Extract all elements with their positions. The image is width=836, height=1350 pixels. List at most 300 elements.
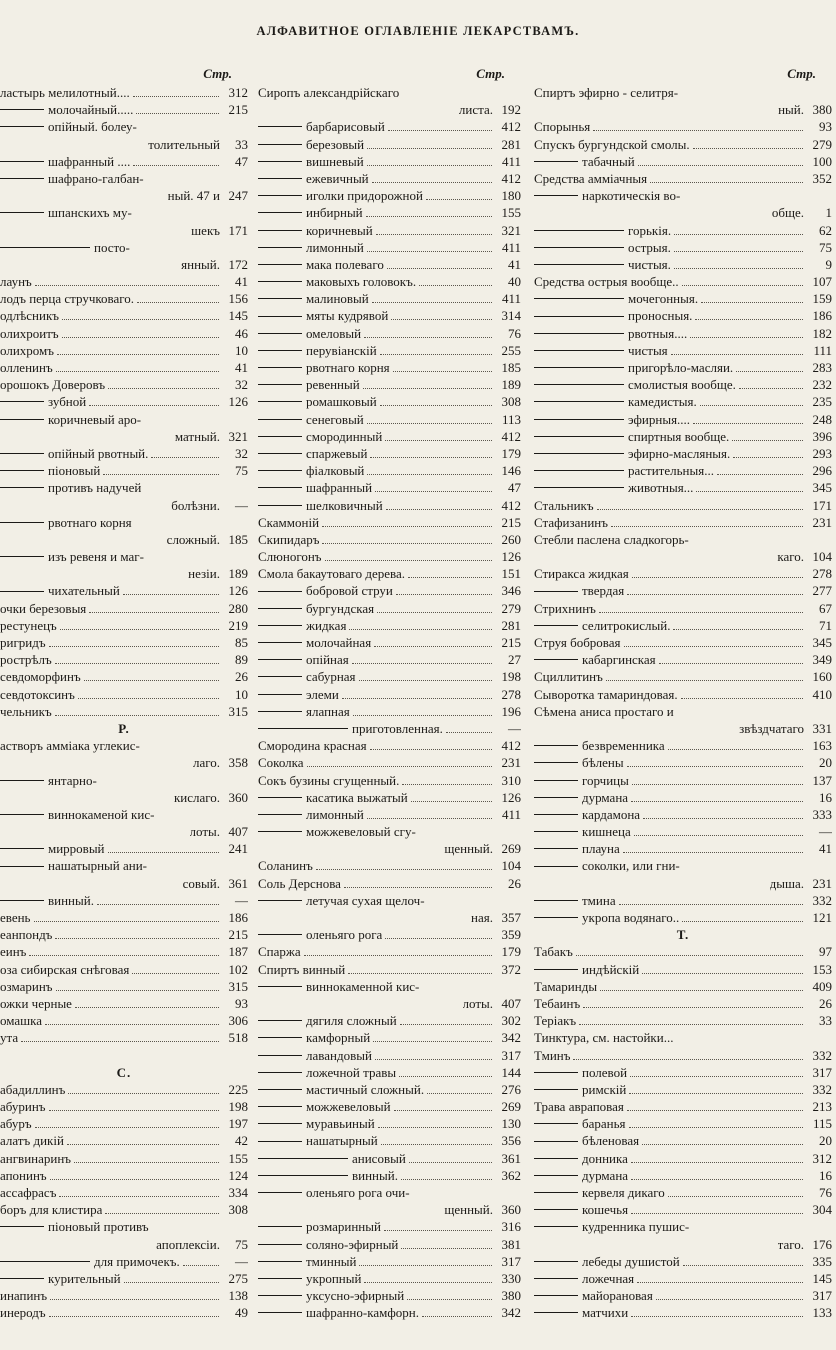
- index-entry: [258, 686, 521, 703]
- index-entry-continuation: [258, 840, 521, 857]
- dot-leader: [366, 216, 492, 217]
- dot-leader: [576, 955, 803, 956]
- dot-leader: [407, 1299, 492, 1300]
- dot-leader: [29, 955, 219, 956]
- page-number: 104: [501, 858, 521, 874]
- index-entry-continuation: [534, 548, 832, 565]
- entry-text: шафранно-камфорн.: [306, 1305, 419, 1321]
- ditto-dash: [258, 1192, 302, 1193]
- entry-text: озмаринъ: [0, 978, 53, 994]
- index-entry: [0, 806, 248, 823]
- entry-text: олленинъ: [0, 360, 53, 375]
- index-entry: [258, 393, 521, 410]
- index-entry: [0, 909, 248, 926]
- dot-leader: [352, 663, 492, 664]
- page-number: 172: [228, 256, 248, 272]
- page-number: 277: [812, 583, 832, 599]
- entry-text: растительныя...: [628, 463, 714, 479]
- index-entry: [258, 720, 521, 737]
- index-entry: [258, 772, 521, 789]
- index-entry: [258, 582, 521, 599]
- index-entry: [258, 273, 521, 290]
- page-number: 380: [501, 1288, 521, 1304]
- dot-leader: [21, 1041, 219, 1042]
- page-number: 33: [235, 136, 248, 152]
- dot-leader: [629, 1127, 803, 1128]
- ditto-dash: [258, 1106, 302, 1107]
- dot-leader: [400, 1024, 492, 1025]
- page-number: 317: [501, 1253, 521, 1269]
- ditto-dash: [0, 591, 44, 592]
- page-number: 412: [501, 738, 521, 754]
- page-number: 32: [235, 445, 248, 461]
- index-entry: [534, 754, 832, 771]
- dot-leader: [593, 130, 803, 131]
- dot-leader: [103, 474, 219, 475]
- index-entry: [258, 445, 521, 462]
- column-rows: [0, 84, 248, 1322]
- index-entry: [534, 118, 832, 135]
- ditto-dash: [534, 419, 624, 420]
- dot-leader: [84, 680, 219, 681]
- page-number: 346: [501, 583, 521, 599]
- entry-text: піоновый: [48, 463, 101, 479]
- page-number: 49: [235, 1305, 248, 1321]
- page-number: 231: [812, 514, 832, 530]
- entry-text: укропа водянаго..: [582, 910, 680, 925]
- entry-text: бургундская: [306, 600, 375, 616]
- page-number: 361: [501, 1150, 521, 1166]
- page-number: 332: [812, 1081, 832, 1097]
- page-number: 75: [819, 239, 832, 255]
- index-entry: [258, 737, 521, 754]
- dot-leader: [349, 629, 492, 630]
- page-number: 279: [812, 136, 832, 152]
- entry-text: Сѣмена аниса простаго и: [534, 703, 674, 719]
- entry-text: кислаго.: [173, 789, 220, 805]
- page-number: 308: [228, 1202, 248, 1218]
- index-entry: [0, 978, 248, 995]
- index-entry: [534, 514, 832, 531]
- ditto-dash: [534, 453, 624, 454]
- entry-text: укропный: [306, 1270, 362, 1286]
- entry-text: Средства амміачныя: [534, 170, 648, 186]
- index-entry-continuation: [0, 789, 248, 806]
- page-number: 276: [501, 1081, 521, 1097]
- page-number: —: [819, 824, 832, 840]
- dot-leader: [394, 1110, 492, 1111]
- index-entry: [258, 1012, 521, 1029]
- dot-leader: [638, 165, 803, 166]
- index-entry: [258, 1064, 521, 1081]
- entry-text: тмина: [582, 892, 616, 908]
- entry-text: молочайная: [306, 635, 372, 650]
- ditto-dash: [258, 728, 348, 729]
- index-entry: [534, 307, 832, 324]
- dot-leader: [631, 1213, 803, 1214]
- index-entry: [0, 514, 248, 531]
- index-entry: [0, 1081, 248, 1098]
- dot-leader: [393, 371, 492, 372]
- dot-leader: [367, 423, 492, 424]
- dot-leader: [668, 1196, 803, 1197]
- index-entry: [258, 1098, 521, 1115]
- index-entry: [534, 290, 832, 307]
- page-number: 16: [819, 1167, 832, 1183]
- index-entry: [0, 1012, 248, 1029]
- dot-leader: [57, 354, 219, 355]
- entry-text: животныя...: [628, 480, 694, 496]
- entry-text: апонинъ: [0, 1167, 47, 1183]
- entry-text: нашатырный: [306, 1133, 378, 1149]
- index-entry: [258, 256, 521, 273]
- dot-leader: [673, 629, 803, 630]
- page-number: 159: [812, 291, 832, 307]
- ditto-dash: [258, 797, 302, 798]
- entry-text: шпанскихъ му-: [48, 205, 132, 221]
- entry-text: селитрокислый.: [582, 617, 671, 633]
- page-number: 20: [819, 1133, 832, 1149]
- page-number: 381: [501, 1236, 521, 1252]
- index-entry: [534, 978, 832, 995]
- page-number: 156: [228, 291, 248, 307]
- dot-leader: [183, 1265, 219, 1266]
- dot-leader: [631, 1179, 803, 1180]
- entry-text: винный.: [352, 1167, 398, 1183]
- entry-text: щенный.: [444, 1202, 493, 1218]
- index-entry: [534, 376, 832, 393]
- ditto-dash: [258, 625, 302, 626]
- entry-text: изъ ревеня и маг-: [48, 549, 144, 565]
- index-entry: [0, 1287, 248, 1304]
- index-entry: [258, 411, 521, 428]
- entry-text: молочайный.....: [48, 102, 134, 118]
- index-entry: [534, 840, 832, 857]
- page-number: 76: [508, 325, 521, 341]
- page-number: 312: [228, 85, 248, 100]
- dot-leader: [364, 1282, 492, 1283]
- ditto-dash: [0, 487, 44, 488]
- index-entry: [0, 737, 248, 754]
- dot-leader: [35, 1127, 219, 1128]
- ditto-dash: [258, 1312, 302, 1313]
- page-number: 357: [501, 910, 521, 925]
- entry-text: евень: [0, 910, 31, 925]
- dot-leader: [683, 1265, 803, 1266]
- ditto-dash: [534, 230, 624, 231]
- dot-leader: [695, 319, 803, 320]
- index-entry-continuation: [258, 995, 521, 1012]
- index-entry: [258, 1047, 521, 1064]
- entry-text: виннокаменной кис-: [306, 978, 420, 994]
- index-entry: [258, 1184, 521, 1201]
- dot-leader: [56, 371, 219, 372]
- entry-text: Спиртъ эфирно - селитря-: [534, 85, 679, 100]
- index-entry: [534, 1184, 832, 1201]
- entry-text: смолистыя вообще.: [628, 377, 736, 393]
- index-entry: [534, 651, 832, 668]
- dot-leader: [364, 337, 492, 338]
- index-entry: [534, 84, 832, 101]
- entry-text: мака полеваго: [306, 256, 384, 272]
- index-entry: [258, 479, 521, 496]
- page-number: 396: [812, 428, 832, 444]
- page-number: 231: [501, 755, 521, 771]
- entry-text: твердая: [582, 583, 625, 599]
- page-number: 192: [501, 102, 521, 118]
- entry-text: приготовленная.: [352, 720, 443, 736]
- entry-text: Тамаринды: [534, 978, 598, 994]
- index-entry: [534, 823, 832, 840]
- dot-leader: [370, 749, 492, 750]
- ditto-dash: [534, 831, 578, 832]
- page-number: 26: [508, 875, 521, 891]
- dot-leader: [78, 698, 219, 699]
- entry-text: рострѣлъ: [0, 652, 52, 668]
- dot-leader: [674, 268, 803, 269]
- index-entry: [534, 1253, 832, 1270]
- ditto-dash: [0, 161, 44, 162]
- index-entry: [534, 273, 832, 290]
- page-number: —: [235, 497, 248, 513]
- entry-text: касатика выжатый: [306, 789, 408, 805]
- entry-text: березовый: [306, 136, 365, 152]
- index-entry: [534, 1064, 832, 1081]
- index-entry: [258, 1287, 521, 1304]
- index-entry: [0, 961, 248, 978]
- entry-text: одлѣсникъ: [0, 308, 60, 324]
- entry-text: соляно-эфирный: [306, 1236, 399, 1252]
- dot-leader: [380, 405, 492, 406]
- entry-text: лодъ перца стручковаго.: [0, 291, 135, 307]
- page-number: 315: [228, 978, 248, 994]
- index-entry: [0, 1304, 248, 1321]
- index-entry: [258, 1029, 521, 1046]
- ditto-dash: [0, 814, 44, 815]
- dot-leader: [132, 973, 219, 974]
- page-title: АЛФАВИТНОЕ ОГЛАВЛЕНІЕ ЛЕКАРСТВАМЪ.: [256, 24, 580, 38]
- page-number: 145: [228, 308, 248, 324]
- entry-text: абуръ: [0, 1116, 32, 1132]
- ditto-dash: [258, 1089, 302, 1090]
- ditto-dash: [0, 848, 44, 849]
- ditto-dash: [0, 522, 44, 523]
- entry-text: апоплексіи.: [156, 1236, 220, 1252]
- index-entry: [0, 273, 248, 290]
- dot-leader: [631, 1316, 803, 1317]
- index-entry: [534, 943, 832, 960]
- page-number: 62: [819, 222, 832, 238]
- dot-leader: [606, 680, 803, 681]
- page-number: 281: [501, 617, 521, 633]
- entry-text: ромашковый: [306, 394, 377, 410]
- index-entry-continuation: [534, 1236, 832, 1253]
- dot-leader: [682, 285, 803, 286]
- index-entry: [534, 772, 832, 789]
- ditto-dash: [258, 1158, 348, 1159]
- entry-text: звѣздчатаго: [739, 720, 804, 736]
- index-entry: [534, 359, 832, 376]
- index-entry-continuation: [258, 1201, 521, 1218]
- ditto-dash: [0, 866, 44, 867]
- dot-leader: [631, 801, 803, 802]
- index-entry: [534, 1115, 832, 1132]
- ditto-dash: [534, 1261, 578, 1262]
- page-number: 189: [228, 566, 248, 582]
- ditto-dash: [534, 264, 624, 265]
- entry-text: полевой: [582, 1064, 628, 1080]
- dot-leader: [693, 148, 803, 149]
- ditto-dash: [534, 900, 578, 901]
- index-entry: [258, 892, 521, 909]
- index-entry: [534, 393, 832, 410]
- dot-leader: [422, 1316, 492, 1317]
- entry-text: сабурная: [306, 669, 356, 685]
- ditto-dash: [0, 178, 44, 179]
- page-number: 33: [819, 1013, 832, 1029]
- entry-text: бобровой струи: [306, 583, 393, 599]
- entry-text: Смола бакаутоваго дерева.: [258, 566, 405, 582]
- page-number: 312: [812, 1150, 832, 1166]
- entry-text: піоновый противъ: [48, 1219, 149, 1235]
- page-number: 153: [812, 961, 832, 977]
- entry-text: Сокъ бузины сгущенный.: [258, 772, 400, 788]
- entry-text: нашатырный ани-: [48, 858, 147, 874]
- entry-text: Стиракса жидкая: [534, 566, 629, 582]
- dot-leader: [668, 749, 803, 750]
- page-number: 185: [228, 531, 248, 547]
- index-entry: [258, 153, 521, 170]
- index-entry: [534, 703, 832, 720]
- page-number: 215: [228, 927, 248, 943]
- entry-text: барбарисовый: [306, 119, 385, 135]
- index-entry: [0, 703, 248, 720]
- entry-text: лавандовый: [306, 1047, 372, 1063]
- index-entry: [534, 789, 832, 806]
- dot-leader: [690, 337, 803, 338]
- dot-leader: [419, 285, 492, 286]
- entry-text: опійная: [306, 652, 349, 668]
- page-number: 296: [812, 463, 832, 479]
- dot-leader: [401, 1179, 492, 1180]
- index-entry: [0, 101, 248, 118]
- dot-leader: [736, 371, 803, 372]
- index-entry: [258, 170, 521, 187]
- entry-text: коричневый аро-: [48, 411, 142, 427]
- ditto-dash: [258, 1020, 302, 1021]
- index-entry: [534, 411, 832, 428]
- page-number: 20: [819, 755, 832, 771]
- page-number: 104: [812, 549, 832, 565]
- index-entry: [258, 754, 521, 771]
- page-number: 359: [501, 927, 521, 943]
- entry-text: кервеля дикаго: [582, 1185, 665, 1200]
- column-rows: [534, 84, 832, 1322]
- page-number: 333: [812, 806, 832, 822]
- entry-text: боръ для клистира: [0, 1202, 103, 1218]
- index-entry: [258, 307, 521, 324]
- dot-leader: [674, 251, 803, 252]
- page-number: 278: [501, 686, 521, 702]
- ditto-dash: [258, 436, 302, 437]
- ditto-dash: [258, 384, 302, 385]
- entry-text: каго.: [777, 549, 804, 565]
- dot-leader: [344, 887, 492, 888]
- index-entry: [258, 703, 521, 720]
- entry-text: севдотоксинъ: [0, 686, 75, 702]
- column-page-header: Стр.: [476, 66, 505, 81]
- page-number: 113: [501, 411, 521, 427]
- index-entry: [534, 737, 832, 754]
- page-number: 321: [501, 222, 521, 238]
- entry-text: Спускъ бургундской смолы.: [534, 136, 690, 152]
- index-entry: [0, 668, 248, 685]
- dot-leader: [89, 405, 219, 406]
- ditto-dash: [258, 1055, 302, 1056]
- ditto-dash: [258, 814, 302, 815]
- page-number: 124: [228, 1167, 248, 1183]
- dot-leader: [388, 130, 492, 131]
- ditto-dash: [258, 350, 302, 351]
- index-entry: [0, 342, 248, 359]
- index-entry: [534, 531, 832, 548]
- entry-text: спиртныя вообще.: [628, 428, 730, 444]
- index-entry: [258, 926, 521, 943]
- entry-text: листа.: [458, 102, 493, 118]
- index-entry-continuation: [0, 428, 248, 445]
- page-number: 46: [235, 325, 248, 341]
- entry-text: эфирныя....: [628, 411, 691, 427]
- page-number: 155: [228, 1150, 248, 1166]
- entry-text: толительный: [148, 136, 220, 152]
- index-entry: [534, 582, 832, 599]
- ditto-dash: [0, 556, 44, 557]
- ditto-dash: [258, 487, 302, 488]
- page-number: 412: [501, 428, 521, 444]
- index-entry: [534, 445, 832, 462]
- page-number: 279: [501, 600, 521, 616]
- ditto-dash: [534, 1072, 578, 1073]
- index-entry: [534, 857, 832, 874]
- index-entry: [258, 651, 521, 668]
- ditto-dash: [258, 298, 302, 299]
- index-entry: [0, 1098, 248, 1115]
- entry-text: Стрихнинъ: [534, 600, 596, 616]
- entry-text: еанпондъ: [0, 927, 53, 943]
- dot-leader: [359, 1265, 492, 1266]
- page-number: 411: [501, 153, 521, 169]
- page-number: 215: [501, 635, 521, 650]
- ditto-dash: [258, 419, 302, 420]
- page-number: 255: [501, 342, 521, 358]
- page-number: 16: [819, 789, 832, 805]
- dot-leader: [123, 594, 219, 595]
- dot-leader: [74, 1162, 219, 1163]
- index-entry: [534, 325, 832, 342]
- index-entry-continuation: [0, 823, 248, 840]
- ditto-dash: [258, 1175, 348, 1176]
- index-entry: [0, 239, 248, 256]
- dot-leader: [402, 784, 492, 785]
- entry-text: шафранный ....: [48, 153, 131, 169]
- ditto-dash: [258, 230, 302, 231]
- entry-text: смородинный: [306, 428, 383, 444]
- ditto-dash: [258, 1244, 302, 1245]
- index-entry-continuation: [534, 875, 832, 892]
- index-entry-continuation: [0, 1236, 248, 1253]
- ditto-dash: [0, 780, 44, 781]
- index-entry-continuation: [0, 754, 248, 771]
